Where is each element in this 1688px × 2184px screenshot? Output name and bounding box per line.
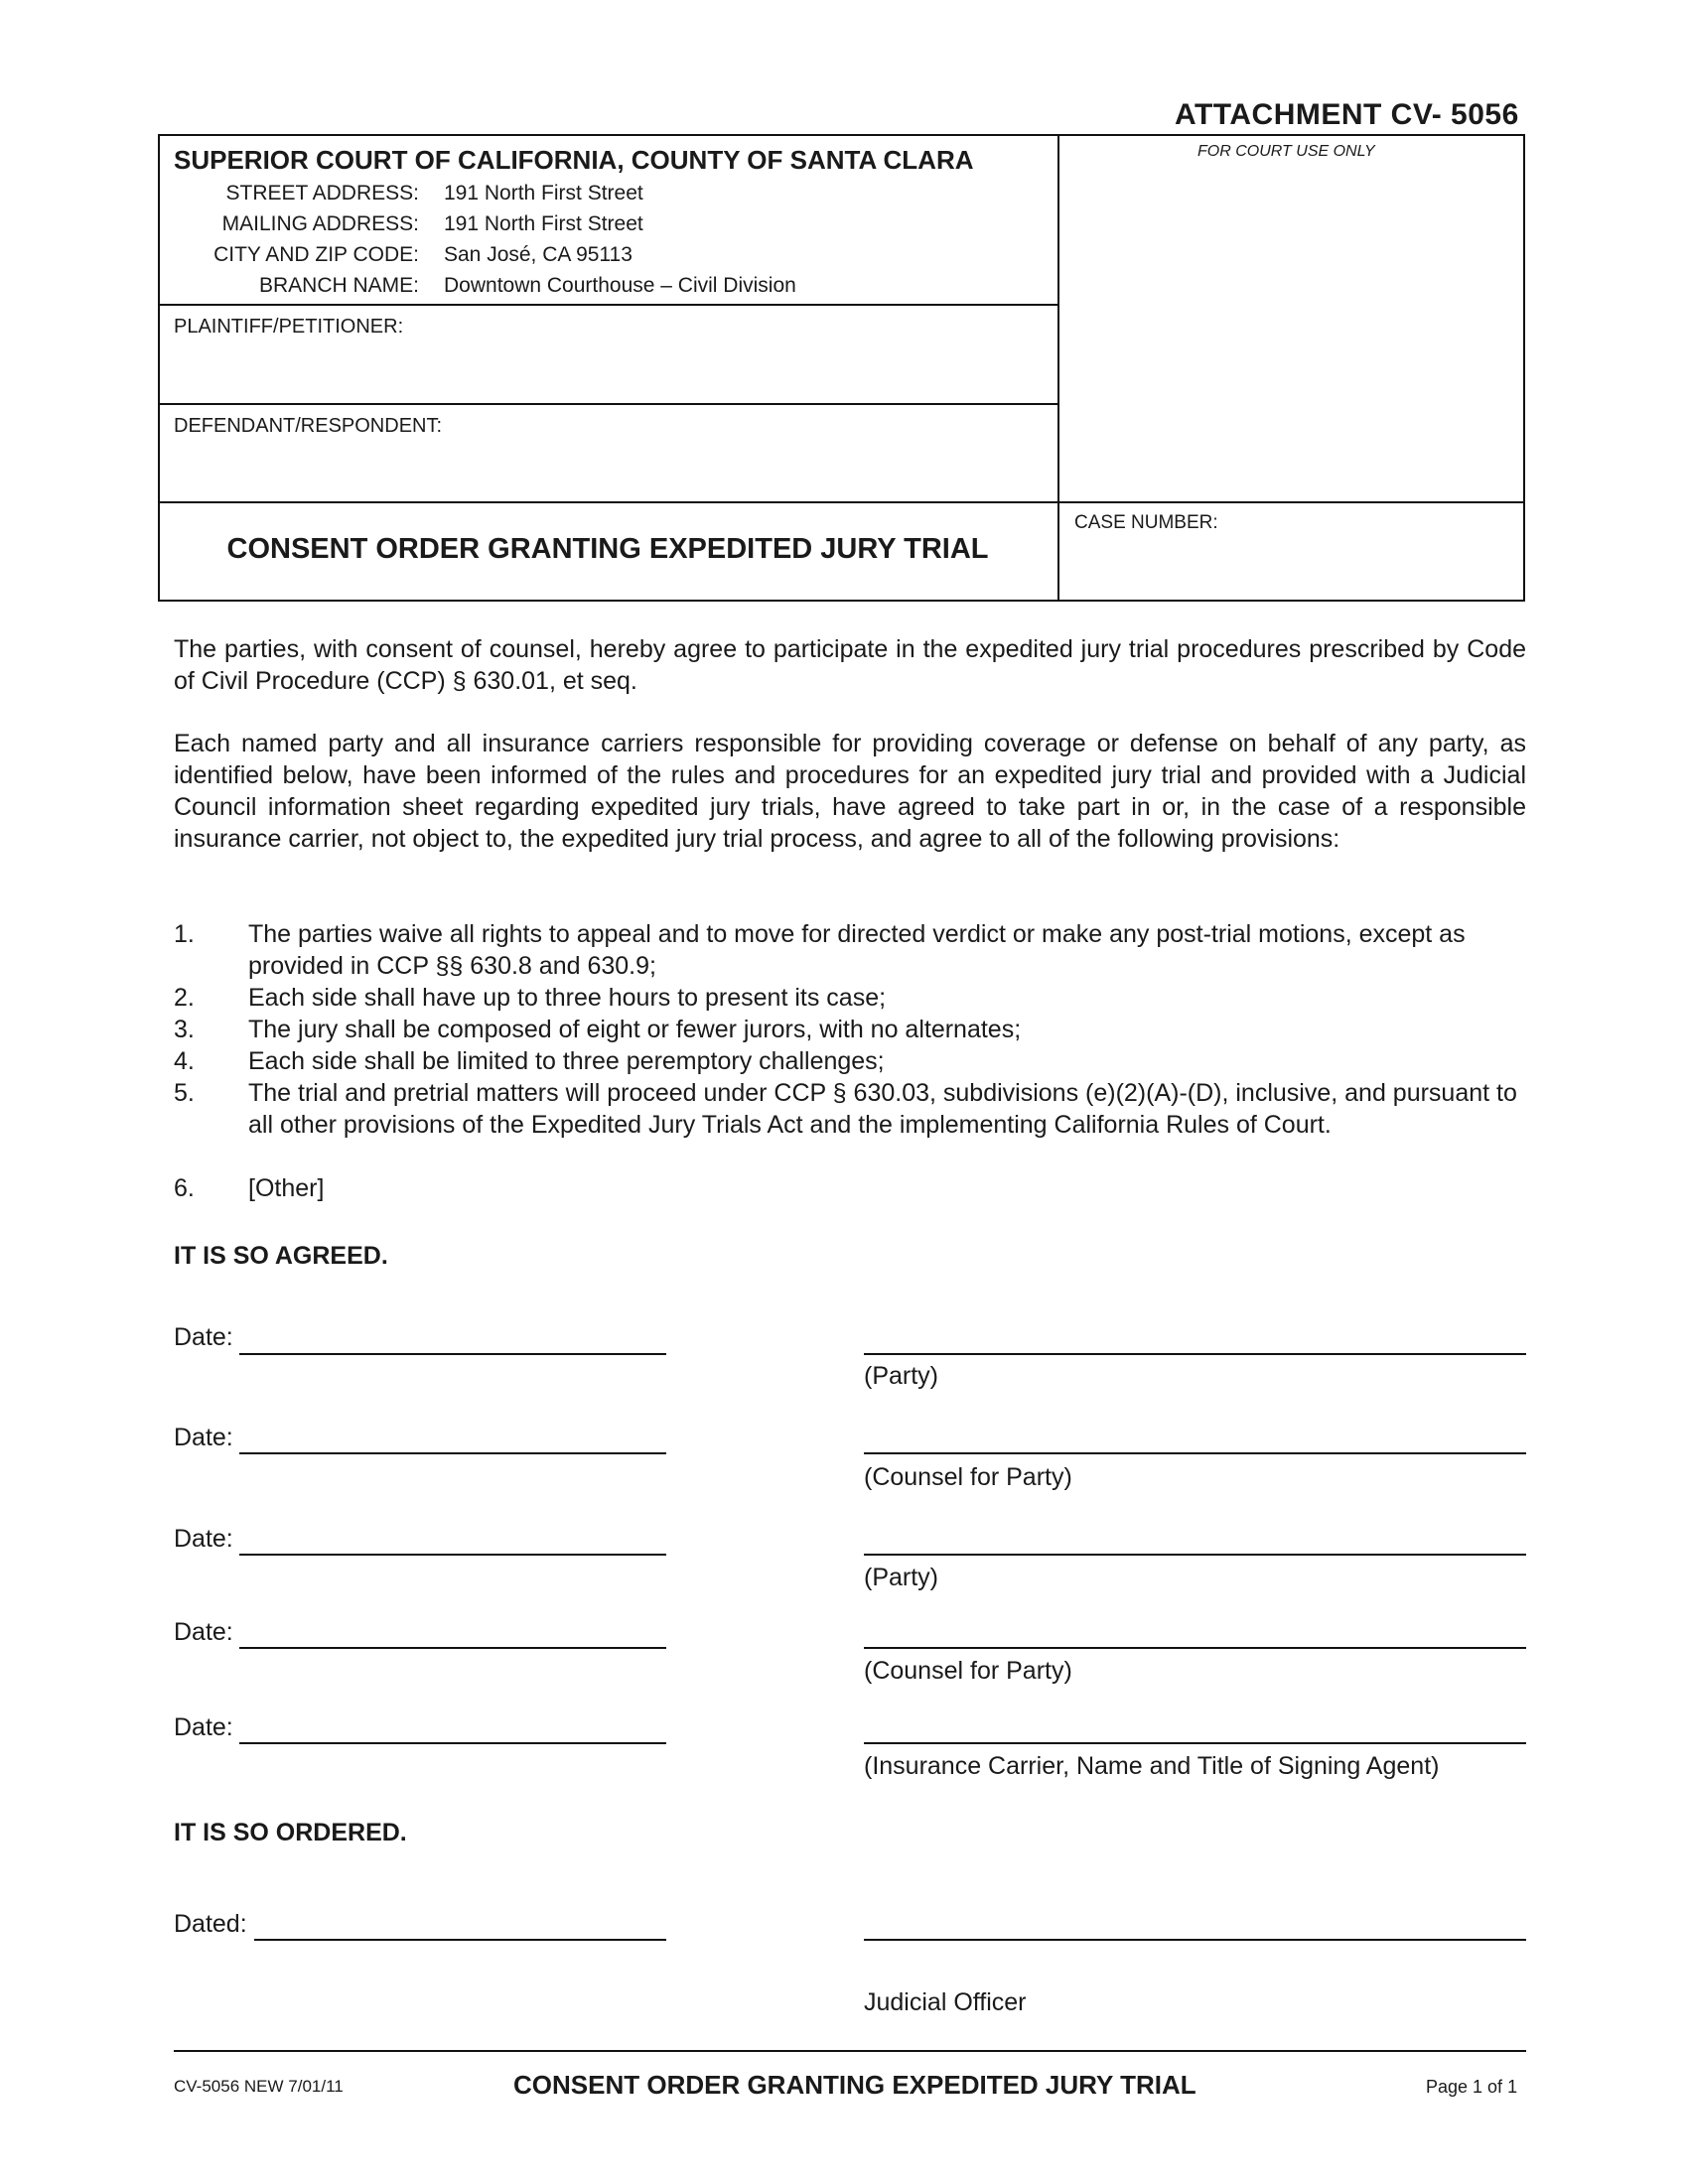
dated-label: Dated: (174, 1910, 247, 1938)
party-caption: (Party) (864, 1362, 938, 1390)
footer-form-code: CV-5056 NEW 7/01/11 (174, 2077, 344, 2096)
form-title: CONSENT ORDER GRANTING EXPEDITED JURY TRIAL (226, 533, 989, 565)
defendant-label: DEFENDANT/RESPONDENT: (174, 415, 443, 437)
date-label: Date: (174, 1525, 233, 1553)
divider-title-row (158, 501, 1525, 503)
plaintiff-label: PLAINTIFF/PETITIONER: (174, 316, 404, 338)
branch-name: Downtown Courthouse – Civil Division (444, 274, 796, 297)
judicial-officer-signature-line[interactable] (864, 1939, 1526, 1941)
provision-number: 3. (174, 1016, 195, 1043)
counsel-caption: (Counsel for Party) (864, 1463, 1072, 1491)
party-caption: (Party) (864, 1564, 938, 1591)
date-input-line[interactable] (239, 1452, 666, 1454)
footer-title: CONSENT ORDER GRANTING EXPEDITED JURY TRIAL (513, 2070, 1196, 2100)
provision-text: The parties waive all rights to appeal and to move for directed verdict or make any post-trial motions, except as provided in CCP §§ 630.8 and 630.9; (248, 920, 1466, 980)
street-address-label: STREET ADDRESS: (225, 182, 419, 205)
provision-text: Each side shall be limited to three peremptory challenges; (248, 1047, 885, 1075)
footer-divider (174, 2050, 1526, 2052)
date-label: Date: (174, 1713, 233, 1741)
street-address: 191 North First Street (444, 182, 643, 205)
counsel-signature-line[interactable] (864, 1452, 1526, 1454)
provision-text: [Other] (248, 1174, 325, 1202)
intro-paragraph: The parties, with consent of counsel, hereby agree to participate in the expedited jury trial procedures prescribed by Code of Civil Procedure (CCP) § 630.01, et seq. (174, 635, 1526, 695)
date-input-line[interactable] (239, 1353, 666, 1355)
provision-text: Each side shall have up to three hours to present its case; (248, 984, 887, 1012)
provision-number: 1. (174, 920, 195, 948)
date-input-line[interactable] (239, 1647, 666, 1649)
date-label: Date: (174, 1424, 233, 1451)
provision-text: The trial and pretrial matters will proceed under CCP § 630.03, subdivisions (e)(2)(A)-(D), inclusive, and pursuant to all other provisions of the Expedited Jury Trials Act and the implementing California Rules of Court. (248, 1079, 1517, 1139)
provision-number: 2. (174, 984, 195, 1012)
dated-input-line[interactable] (254, 1939, 666, 1941)
divider-address (158, 304, 1058, 306)
city-zip: San José, CA 95113 (444, 243, 633, 266)
mailing-address-label: MAILING ADDRESS: (221, 212, 419, 235)
judicial-officer-caption: Judicial Officer (864, 1988, 1027, 2016)
court-use-label: FOR COURT USE ONLY (1197, 143, 1375, 160)
provision-number: 6. (174, 1174, 195, 1202)
footer-page-number: Page 1 of 1 (1426, 2077, 1518, 2097)
attachment-title: ATTACHMENT CV- 5056 (1175, 98, 1519, 131)
provision-number: 4. (174, 1047, 195, 1075)
party-signature-line[interactable] (864, 1554, 1526, 1556)
date-label: Date: (174, 1618, 233, 1646)
date-input-line[interactable] (239, 1554, 666, 1556)
mailing-address: 191 North First Street (444, 212, 643, 235)
provision-text: The jury shall be composed of eight or fewer jurors, with no alternates; (248, 1016, 1022, 1043)
provision-number: 5. (174, 1079, 195, 1107)
provisions-intro-paragraph: Each named party and all insurance carriers responsible for providing coverage or defense on behalf of any party, as identified below, have been informed of the rules and procedures for an expedited jury trial and provided with a Judicial Council information sheet regarding expedited jury trials, have agreed to take part in or, in the case of a responsible insurance carrier, not object to, the expedited jury trial process, and agree to all of the following provisions: (174, 730, 1526, 853)
city-zip-label: CITY AND ZIP CODE: (213, 243, 419, 266)
date-input-line[interactable] (239, 1742, 666, 1744)
insurance-carrier-caption: (Insurance Carrier, Name and Title of Signing Agent) (864, 1752, 1440, 1780)
court-name: SUPERIOR COURT OF CALIFORNIA, COUNTY OF SANTA CLARA (174, 145, 974, 175)
agreed-heading: IT IS SO AGREED. (174, 1242, 388, 1270)
party-signature-line[interactable] (864, 1353, 1526, 1355)
divider-plaintiff (158, 403, 1058, 405)
counsel-signature-line[interactable] (864, 1647, 1526, 1649)
insurance-carrier-signature-line[interactable] (864, 1742, 1526, 1744)
date-label: Date: (174, 1323, 233, 1351)
case-number-label: CASE NUMBER: (1074, 512, 1218, 533)
branch-name-label: BRANCH NAME: (258, 274, 419, 297)
ordered-heading: IT IS SO ORDERED. (174, 1819, 407, 1846)
counsel-caption: (Counsel for Party) (864, 1657, 1072, 1685)
caption-divider-vertical (1057, 134, 1059, 602)
